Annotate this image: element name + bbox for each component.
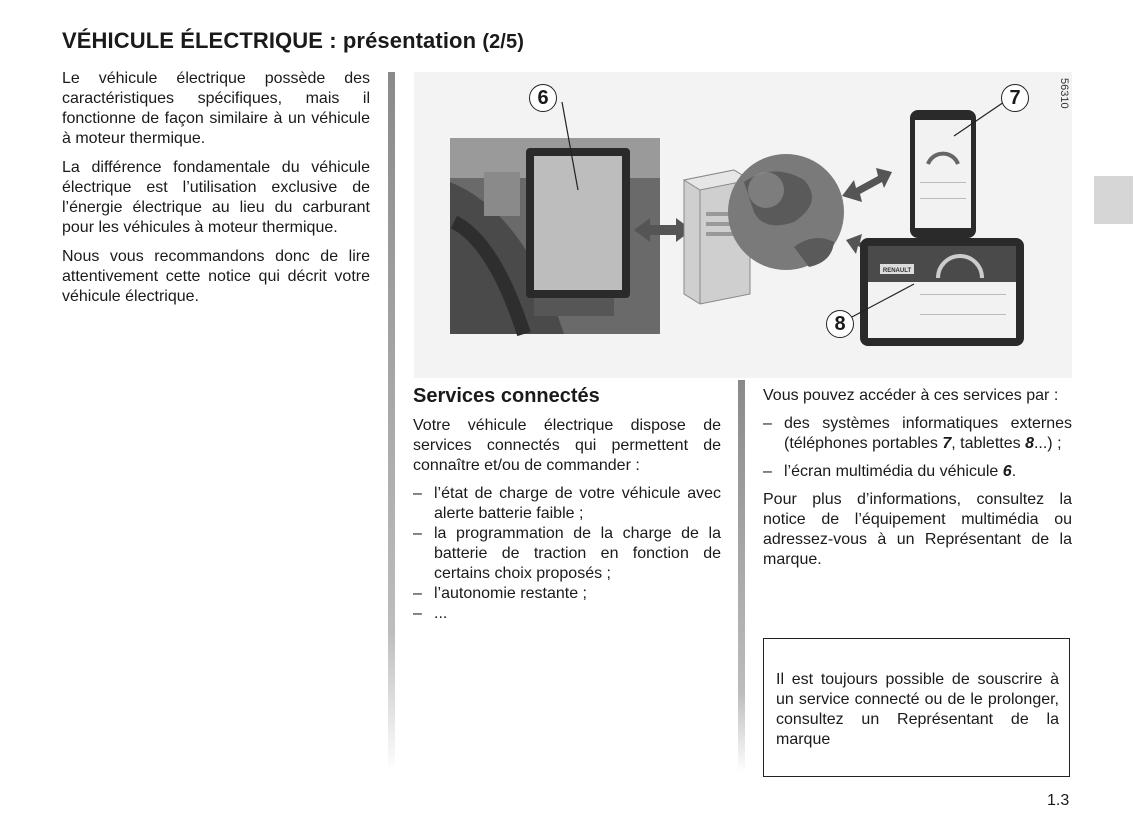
page-title [62,28,524,54]
list-item: – l’autonomie restante ; [413,585,587,602]
title-main: VÉHICULE ÉLECTRIQUE : présentation [62,28,477,53]
page-number: 1.3 [1047,792,1070,809]
access-column [763,386,1072,578]
services-list [413,484,721,624]
access-list [763,414,1072,454]
callout-7: 7 [1001,84,1029,112]
intro-column [62,69,370,316]
intro-paragraph: Nous vous recommandons donc de lire attentivement cette notice qui décrit votre véhicule électrique. [62,248,370,305]
callout-8: 8 [826,310,854,338]
chapter-tab [1094,176,1133,224]
list-item: – l’état de charge de votre véhicule avec alerte batterie faible ; [413,485,721,522]
illustration-svg [414,72,1072,378]
list-item: – ... [413,605,448,622]
tablet-brand-label: RENAULT [882,268,912,274]
note-text: Il est toujours possible de souscrire à un service connecté ou de le prolonger, consultez un Représentant de la marque [776,671,1059,748]
tablet-icon [850,238,1024,346]
column-divider [738,380,745,772]
title-part: (2/5) [482,31,524,53]
callout-6: 6 [529,84,557,112]
globe-icon [728,154,844,270]
list-item: – des systèmes informatiques externes (téléphones portables 7, tablettes 8...) ; [763,415,1072,452]
connected-services-illustration [414,72,1072,378]
note-box [763,638,1070,777]
services-column [413,416,721,632]
list-item: – la programmation de la charge de la batterie de traction en fonction de certains choix proposés ; [413,525,721,582]
figure-reference: 56310 [1058,78,1070,109]
intro-paragraph: Le véhicule électrique possède des caractéristiques spécifiques, mais il fonctionne de façon similaire à un véhicule à moteur thermique. [62,70,370,147]
services-heading: Services connectés [413,385,600,407]
list-item: – l’écran multimédia du véhicule 6. [763,463,1017,480]
column-divider [388,72,395,772]
access-intro: Vous pouvez accéder à ces services par : [763,387,1059,404]
services-intro: Votre véhicule électrique dispose de services connectés qui permettent de connaître et/ou de commander : [413,417,721,474]
intro-paragraph: La différence fondamentale du véhicule électrique est l’utilisation exclusive de l’énergie électrique au lieu du carburant pour les véhicules à moteur thermique. [62,159,370,236]
access-outro: Pour plus d’informations, consultez la notice de l’équipement multimédia ou adressez-vous à un Représentant de la marque. [763,491,1072,568]
access-list [763,462,1072,482]
